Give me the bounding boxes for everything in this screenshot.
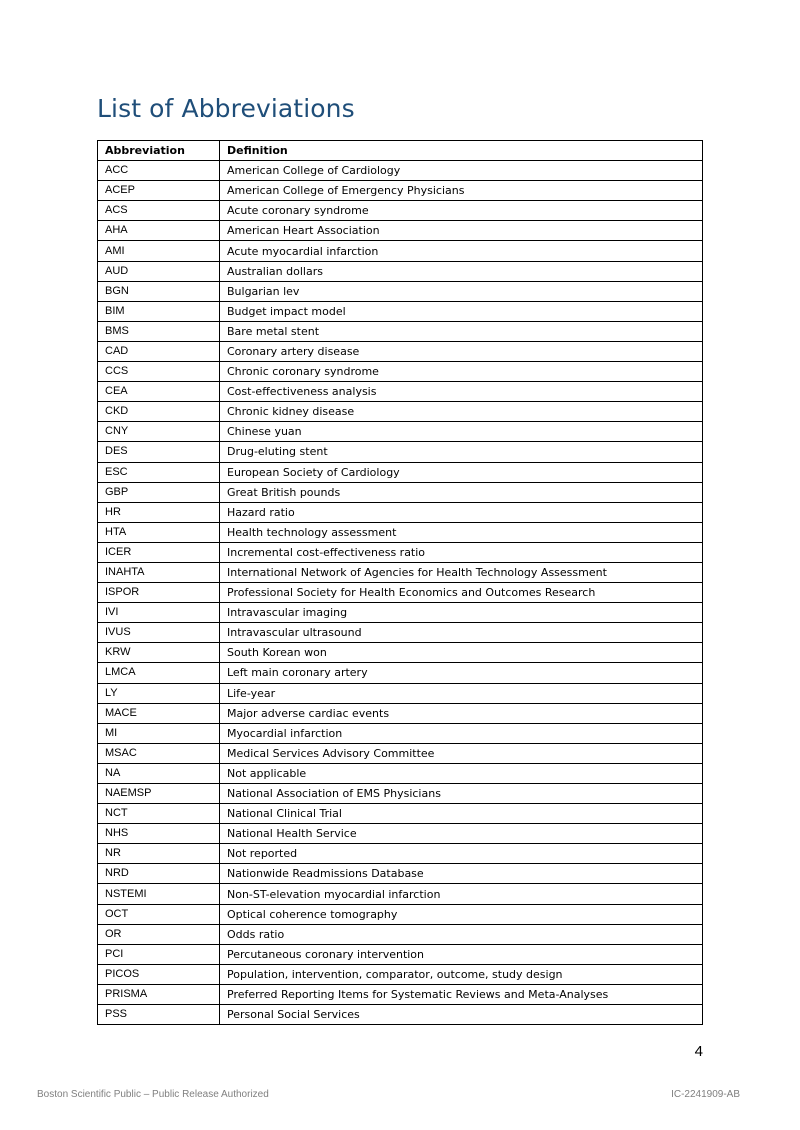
definition-cell: Health technology assessment: [220, 522, 703, 542]
abbreviation-cell: ACEP: [98, 181, 220, 201]
abbreviation-cell: MACE: [98, 703, 220, 723]
definition-cell: Australian dollars: [220, 261, 703, 281]
definition-cell: Chinese yuan: [220, 422, 703, 442]
definition-cell: American Heart Association: [220, 221, 703, 241]
table-row: [98, 723, 703, 743]
table-row: [98, 643, 703, 663]
abbreviation-cell: BIM: [98, 301, 220, 321]
page-title: List of Abbreviations: [97, 94, 355, 123]
table-row: [98, 804, 703, 824]
table-row: [98, 201, 703, 221]
page-number: 4: [694, 1043, 703, 1060]
abbreviation-cell: PICOS: [98, 964, 220, 984]
table-row: [98, 703, 703, 723]
table-row: [98, 904, 703, 924]
abbreviation-cell: CNY: [98, 422, 220, 442]
definition-cell: American College of Cardiology: [220, 161, 703, 181]
table-row: [98, 241, 703, 261]
table-row: [98, 542, 703, 562]
abbreviation-cell: DES: [98, 442, 220, 462]
definition-cell: Chronic kidney disease: [220, 402, 703, 422]
definition-cell: Life-year: [220, 683, 703, 703]
definition-cell: Personal Social Services: [220, 1005, 703, 1025]
definition-cell: Professional Society for Health Economics and Outcomes Research: [220, 583, 703, 603]
definition-cell: Intravascular ultrasound: [220, 623, 703, 643]
abbreviation-cell: IVI: [98, 603, 220, 623]
abbreviation-cell: ICER: [98, 542, 220, 562]
table-row: [98, 221, 703, 241]
definition-cell: European Society of Cardiology: [220, 462, 703, 482]
table-row: [98, 402, 703, 422]
definition-cell: Drug-eluting stent: [220, 442, 703, 462]
definition-cell: International Network of Agencies for Health Technology Assessment: [220, 562, 703, 582]
definition-cell: Medical Services Advisory Committee: [220, 743, 703, 763]
table-row: [98, 422, 703, 442]
abbreviation-cell: OR: [98, 924, 220, 944]
table-row: [98, 321, 703, 341]
abbreviation-cell: NR: [98, 844, 220, 864]
definition-cell: Bulgarian lev: [220, 281, 703, 301]
table-row: [98, 301, 703, 321]
abbreviation-cell: GBP: [98, 482, 220, 502]
definition-cell: Left main coronary artery: [220, 663, 703, 683]
abbreviation-cell: PSS: [98, 1005, 220, 1025]
abbreviation-cell: PRISMA: [98, 984, 220, 1004]
abbreviation-cell: MI: [98, 723, 220, 743]
footer-classification: Boston Scientific Public – Public Release Authorized: [37, 1089, 269, 1100]
table-row: [98, 924, 703, 944]
abbreviations-table: [97, 140, 703, 1025]
abbreviation-cell: ACS: [98, 201, 220, 221]
definition-cell: Non-ST-elevation myocardial infarction: [220, 884, 703, 904]
abbreviation-cell: ACC: [98, 161, 220, 181]
abbreviation-cell: CAD: [98, 341, 220, 361]
abbreviation-cell: CEA: [98, 382, 220, 402]
table-row: [98, 462, 703, 482]
abbreviation-cell: OCT: [98, 904, 220, 924]
table-row: [98, 944, 703, 964]
table-row: [98, 763, 703, 783]
table-row: [98, 442, 703, 462]
table-row: [98, 663, 703, 683]
table-row: [98, 482, 703, 502]
definition-cell: Population, intervention, comparator, outcome, study design: [220, 964, 703, 984]
definition-cell: Great British pounds: [220, 482, 703, 502]
table-row: [98, 603, 703, 623]
abbreviation-cell: MSAC: [98, 743, 220, 763]
abbreviation-cell: HTA: [98, 522, 220, 542]
definition-cell: Percutaneous coronary intervention: [220, 944, 703, 964]
abbreviation-cell: NSTEMI: [98, 884, 220, 904]
definition-cell: Not reported: [220, 844, 703, 864]
column-header-definition: Definition: [220, 141, 703, 161]
abbreviation-cell: IVUS: [98, 623, 220, 643]
abbreviation-cell: NHS: [98, 824, 220, 844]
table-row: [98, 161, 703, 181]
definition-cell: Chronic coronary syndrome: [220, 362, 703, 382]
definition-cell: Acute myocardial infarction: [220, 241, 703, 261]
table-row: [98, 964, 703, 984]
table-row: [98, 181, 703, 201]
abbreviation-cell: HR: [98, 502, 220, 522]
definition-cell: National Association of EMS Physicians: [220, 784, 703, 804]
definition-cell: National Health Service: [220, 824, 703, 844]
definition-cell: Acute coronary syndrome: [220, 201, 703, 221]
abbreviation-cell: INAHTA: [98, 562, 220, 582]
definition-cell: Coronary artery disease: [220, 341, 703, 361]
definition-cell: Bare metal stent: [220, 321, 703, 341]
abbreviation-cell: CCS: [98, 362, 220, 382]
table-row: [98, 502, 703, 522]
table-row: [98, 864, 703, 884]
definition-cell: Nationwide Readmissions Database: [220, 864, 703, 884]
abbreviation-cell: LMCA: [98, 663, 220, 683]
table-row: [98, 382, 703, 402]
abbreviation-cell: AHA: [98, 221, 220, 241]
table-row: [98, 683, 703, 703]
table-row: [98, 844, 703, 864]
table-row: [98, 623, 703, 643]
definition-cell: American College of Emergency Physicians: [220, 181, 703, 201]
definition-cell: Cost-effectiveness analysis: [220, 382, 703, 402]
definition-cell: Hazard ratio: [220, 502, 703, 522]
table-row: [98, 362, 703, 382]
abbreviation-cell: ESC: [98, 462, 220, 482]
table-row: [98, 984, 703, 1004]
abbreviation-cell: AUD: [98, 261, 220, 281]
abbreviation-cell: BMS: [98, 321, 220, 341]
table-row: [98, 562, 703, 582]
definition-cell: Myocardial infarction: [220, 723, 703, 743]
abbreviation-cell: PCI: [98, 944, 220, 964]
definition-cell: Major adverse cardiac events: [220, 703, 703, 723]
table-row: [98, 341, 703, 361]
definition-cell: National Clinical Trial: [220, 804, 703, 824]
definition-cell: Not applicable: [220, 763, 703, 783]
abbreviation-cell: NA: [98, 763, 220, 783]
table-row: [98, 743, 703, 763]
definition-cell: Preferred Reporting Items for Systematic Reviews and Meta-Analyses: [220, 984, 703, 1004]
column-header-abbreviation: Abbreviation: [98, 141, 220, 161]
table-row: [98, 261, 703, 281]
abbreviations-table-body: [98, 161, 703, 1025]
abbreviation-cell: NCT: [98, 804, 220, 824]
abbreviation-cell: ISPOR: [98, 583, 220, 603]
definition-cell: Incremental cost-effectiveness ratio: [220, 542, 703, 562]
definition-cell: Odds ratio: [220, 924, 703, 944]
table-row: [98, 281, 703, 301]
table-row: [98, 522, 703, 542]
abbreviation-cell: NRD: [98, 864, 220, 884]
table-header-row: [98, 141, 703, 161]
abbreviation-cell: CKD: [98, 402, 220, 422]
abbreviation-cell: NAEMSP: [98, 784, 220, 804]
abbreviation-cell: KRW: [98, 643, 220, 663]
definition-cell: Budget impact model: [220, 301, 703, 321]
table-row: [98, 583, 703, 603]
abbreviation-cell: LY: [98, 683, 220, 703]
abbreviation-cell: AMI: [98, 241, 220, 261]
footer-document-id: IC-2241909-AB: [671, 1089, 740, 1100]
definition-cell: Intravascular imaging: [220, 603, 703, 623]
definition-cell: South Korean won: [220, 643, 703, 663]
abbreviation-cell: BGN: [98, 281, 220, 301]
table-row: [98, 884, 703, 904]
table-row: [98, 824, 703, 844]
table-row: [98, 784, 703, 804]
definition-cell: Optical coherence tomography: [220, 904, 703, 924]
table-row: [98, 1005, 703, 1025]
